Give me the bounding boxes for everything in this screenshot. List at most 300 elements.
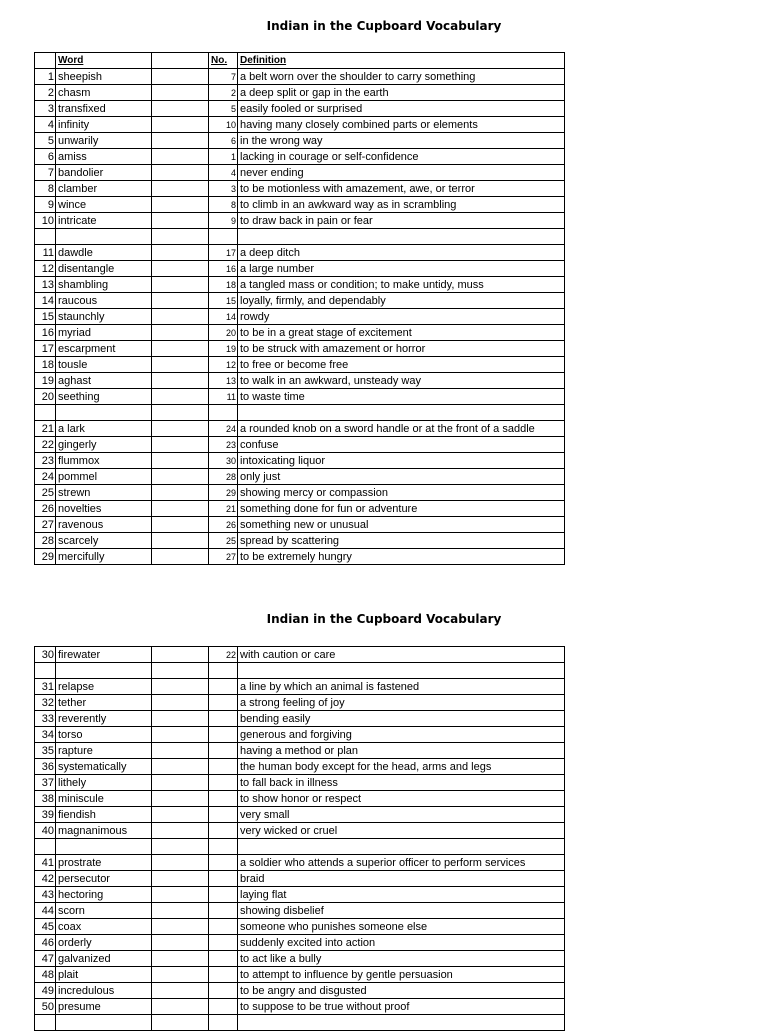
match-number: 20	[209, 325, 238, 341]
definition-cell: spread by scattering	[238, 533, 565, 549]
definition-cell: very wicked or cruel	[238, 823, 565, 839]
word-cell: torso	[56, 727, 152, 743]
row-number: 20	[35, 389, 56, 405]
blank-cell	[152, 101, 209, 117]
blank-cell	[152, 647, 209, 663]
word-cell: tousle	[56, 357, 152, 373]
blank-cell	[152, 679, 209, 695]
word-cell: seething	[56, 389, 152, 405]
table-row	[35, 229, 565, 245]
row-number: 27	[35, 517, 56, 533]
row-number: 4	[35, 117, 56, 133]
row-number: 13	[35, 277, 56, 293]
word-cell: pommel	[56, 469, 152, 485]
row-number: 12	[35, 261, 56, 277]
table-row	[35, 1015, 565, 1031]
table-row	[35, 421, 565, 437]
word-cell: presume	[56, 999, 152, 1015]
word-cell: infinity	[56, 117, 152, 133]
table-row	[35, 485, 565, 501]
row-number: 42	[35, 871, 56, 887]
word-cell: myriad	[56, 325, 152, 341]
table-row	[35, 663, 565, 679]
page-title-1: Indian in the Cupboard Vocabulary	[266, 19, 502, 33]
definition-cell: showing mercy or compassion	[238, 485, 565, 501]
word-cell: fiendish	[56, 807, 152, 823]
blank-cell	[152, 807, 209, 823]
word-cell: aghast	[56, 373, 152, 389]
word-cell: amiss	[56, 149, 152, 165]
table-row	[35, 101, 565, 117]
match-number: 27	[209, 549, 238, 565]
table-row	[35, 935, 565, 951]
match-number: 1	[209, 149, 238, 165]
match-number	[209, 903, 238, 919]
blank-cell	[152, 149, 209, 165]
definition-cell: suddenly excited into action	[238, 935, 565, 951]
match-number	[209, 871, 238, 887]
blank-cell	[152, 983, 209, 999]
blank-cell	[152, 469, 209, 485]
definition-cell: to walk in an awkward, unsteady way	[238, 373, 565, 389]
word-cell: chasm	[56, 85, 152, 101]
definition-cell: showing disbelief	[238, 903, 565, 919]
blank-cell	[152, 437, 209, 453]
table-row	[35, 791, 565, 807]
word-cell: ravenous	[56, 517, 152, 533]
word-cell: raucous	[56, 293, 152, 309]
table-row	[35, 277, 565, 293]
table-row	[35, 759, 565, 775]
word-cell: flummox	[56, 453, 152, 469]
word-cell	[56, 663, 152, 679]
table-row	[35, 823, 565, 839]
word-cell: intricate	[56, 213, 152, 229]
table-row	[35, 389, 565, 405]
match-number: 11	[209, 389, 238, 405]
word-cell: systematically	[56, 759, 152, 775]
definition-cell: a line by which an animal is fastened	[238, 679, 565, 695]
word-cell: persecutor	[56, 871, 152, 887]
definition-cell: laying flat	[238, 887, 565, 903]
definition-cell: to be extremely hungry	[238, 549, 565, 565]
blank-cell	[152, 743, 209, 759]
blank-cell	[152, 293, 209, 309]
match-number	[209, 775, 238, 791]
blank-cell	[152, 967, 209, 983]
table-row	[35, 743, 565, 759]
row-number: 33	[35, 711, 56, 727]
match-number	[209, 405, 238, 421]
header-num-cell	[35, 53, 56, 69]
match-number	[209, 935, 238, 951]
definition-cell: a soldier who attends a superior officer to perform services	[238, 855, 565, 871]
match-number: 9	[209, 213, 238, 229]
table-row	[35, 245, 565, 261]
definition-cell: the human body except for the head, arms and legs	[238, 759, 565, 775]
word-cell: galvanized	[56, 951, 152, 967]
blank-cell	[152, 871, 209, 887]
table-row	[35, 871, 565, 887]
definition-cell: in the wrong way	[238, 133, 565, 149]
match-number: 22	[209, 647, 238, 663]
table-row	[35, 165, 565, 181]
header-blank-cell	[152, 53, 209, 69]
blank-cell	[152, 501, 209, 517]
row-number: 48	[35, 967, 56, 983]
match-number	[209, 711, 238, 727]
row-number: 50	[35, 999, 56, 1015]
table-row	[35, 261, 565, 277]
definition-cell	[238, 839, 565, 855]
word-cell	[56, 839, 152, 855]
match-number: 8	[209, 197, 238, 213]
row-number: 15	[35, 309, 56, 325]
blank-cell	[152, 999, 209, 1015]
definition-cell: to free or become free	[238, 357, 565, 373]
row-number: 8	[35, 181, 56, 197]
blank-cell	[152, 341, 209, 357]
row-number: 32	[35, 695, 56, 711]
blank-cell	[152, 1015, 209, 1031]
word-cell: novelties	[56, 501, 152, 517]
row-number: 14	[35, 293, 56, 309]
match-number	[209, 855, 238, 871]
definition-cell: very small	[238, 807, 565, 823]
match-number	[209, 983, 238, 999]
match-number	[209, 887, 238, 903]
definition-cell: loyally, firmly, and dependably	[238, 293, 565, 309]
row-number	[35, 229, 56, 245]
blank-cell	[152, 181, 209, 197]
blank-cell	[152, 935, 209, 951]
definition-cell: confuse	[238, 437, 565, 453]
word-cell: bandolier	[56, 165, 152, 181]
blank-cell	[152, 887, 209, 903]
blank-cell	[152, 453, 209, 469]
word-cell: hectoring	[56, 887, 152, 903]
definition-cell: a belt worn over the shoulder to carry something	[238, 69, 565, 85]
definition-cell: to show honor or respect	[238, 791, 565, 807]
match-number: 12	[209, 357, 238, 373]
word-cell: coax	[56, 919, 152, 935]
match-number	[209, 679, 238, 695]
definition-cell: a strong feeling of joy	[238, 695, 565, 711]
match-number: 2	[209, 85, 238, 101]
match-number: 13	[209, 373, 238, 389]
definition-cell: having a method or plan	[238, 743, 565, 759]
word-cell: wince	[56, 197, 152, 213]
row-number: 9	[35, 197, 56, 213]
row-number: 7	[35, 165, 56, 181]
definition-cell: with caution or care	[238, 647, 565, 663]
row-number: 10	[35, 213, 56, 229]
table-row	[35, 855, 565, 871]
blank-cell	[152, 85, 209, 101]
match-number: 24	[209, 421, 238, 437]
match-number: 3	[209, 181, 238, 197]
table-row	[35, 983, 565, 999]
vocabulary-table-2	[34, 646, 565, 1031]
match-number	[209, 999, 238, 1015]
blank-cell	[152, 373, 209, 389]
row-number: 25	[35, 485, 56, 501]
blank-cell	[152, 823, 209, 839]
blank-cell	[152, 951, 209, 967]
table-row	[35, 309, 565, 325]
definition-cell: only just	[238, 469, 565, 485]
table-row	[35, 133, 565, 149]
definition-cell: lacking in courage or self-confidence	[238, 149, 565, 165]
definition-cell	[238, 1015, 565, 1031]
definition-cell: to be in a great stage of excitement	[238, 325, 565, 341]
row-number: 34	[35, 727, 56, 743]
table-row	[35, 903, 565, 919]
word-cell: transfixed	[56, 101, 152, 117]
table-row	[35, 647, 565, 663]
definition-cell: something done for fun or adventure	[238, 501, 565, 517]
table-row	[35, 453, 565, 469]
table-row	[35, 695, 565, 711]
blank-cell	[152, 919, 209, 935]
match-number	[209, 743, 238, 759]
row-number: 43	[35, 887, 56, 903]
match-number	[209, 967, 238, 983]
blank-cell	[152, 775, 209, 791]
row-number: 37	[35, 775, 56, 791]
row-number: 49	[35, 983, 56, 999]
match-number: 14	[209, 309, 238, 325]
word-cell: sheepish	[56, 69, 152, 85]
table-row	[35, 69, 565, 85]
definition-cell: to be struck with amazement or horror	[238, 341, 565, 357]
match-number	[209, 823, 238, 839]
table-row	[35, 197, 565, 213]
definition-cell: to climb in an awkward way as in scrambling	[238, 197, 565, 213]
table-row	[35, 711, 565, 727]
table-row	[35, 533, 565, 549]
row-number: 44	[35, 903, 56, 919]
blank-cell	[152, 165, 209, 181]
match-number	[209, 951, 238, 967]
table-row	[35, 679, 565, 695]
word-cell: scorn	[56, 903, 152, 919]
row-number: 24	[35, 469, 56, 485]
match-number: 16	[209, 261, 238, 277]
word-cell: orderly	[56, 935, 152, 951]
match-number	[209, 807, 238, 823]
match-number: 17	[209, 245, 238, 261]
blank-cell	[152, 133, 209, 149]
blank-cell	[152, 903, 209, 919]
match-number: 29	[209, 485, 238, 501]
word-cell: miniscule	[56, 791, 152, 807]
row-number: 21	[35, 421, 56, 437]
match-number: 18	[209, 277, 238, 293]
table-row	[35, 149, 565, 165]
row-number: 30	[35, 647, 56, 663]
definition-cell	[238, 405, 565, 421]
match-number	[209, 663, 238, 679]
table-row	[35, 839, 565, 855]
word-cell	[56, 405, 152, 421]
word-cell: tether	[56, 695, 152, 711]
table-row	[35, 517, 565, 533]
row-number: 35	[35, 743, 56, 759]
definition-cell	[238, 229, 565, 245]
word-cell	[56, 1015, 152, 1031]
match-number: 15	[209, 293, 238, 309]
table-row	[35, 373, 565, 389]
word-cell: dawdle	[56, 245, 152, 261]
match-number: 23	[209, 437, 238, 453]
match-number: 28	[209, 469, 238, 485]
definition-cell: a deep ditch	[238, 245, 565, 261]
word-cell: incredulous	[56, 983, 152, 999]
word-cell: magnanimous	[56, 823, 152, 839]
match-number: 25	[209, 533, 238, 549]
word-cell: lithely	[56, 775, 152, 791]
table-row	[35, 181, 565, 197]
definition-cell: to attempt to influence by gentle persuasion	[238, 967, 565, 983]
row-number: 41	[35, 855, 56, 871]
definition-cell: having many closely combined parts or elements	[238, 117, 565, 133]
definition-cell: generous and forgiving	[238, 727, 565, 743]
word-cell: clamber	[56, 181, 152, 197]
match-number: 5	[209, 101, 238, 117]
word-cell: reverently	[56, 711, 152, 727]
blank-cell	[152, 517, 209, 533]
blank-cell	[152, 277, 209, 293]
definition-cell: a large number	[238, 261, 565, 277]
word-cell: rapture	[56, 743, 152, 759]
match-number: 19	[209, 341, 238, 357]
table-row	[35, 357, 565, 373]
definition-cell: to waste time	[238, 389, 565, 405]
word-cell: escarpment	[56, 341, 152, 357]
definition-cell: to fall back in illness	[238, 775, 565, 791]
row-number: 6	[35, 149, 56, 165]
match-number	[209, 791, 238, 807]
table-row	[35, 85, 565, 101]
definition-cell: braid	[238, 871, 565, 887]
match-number: 10	[209, 117, 238, 133]
definition-cell: a rounded knob on a sword handle or at the front of a saddle	[238, 421, 565, 437]
table-row	[35, 325, 565, 341]
blank-cell	[152, 213, 209, 229]
match-number	[209, 695, 238, 711]
blank-cell	[152, 309, 209, 325]
definition-cell: rowdy	[238, 309, 565, 325]
row-number	[35, 663, 56, 679]
blank-cell	[152, 855, 209, 871]
header-row	[35, 53, 565, 69]
word-cell: gingerly	[56, 437, 152, 453]
definition-cell: a deep split or gap in the earth	[238, 85, 565, 101]
header-word: Word	[56, 53, 152, 69]
row-number: 45	[35, 919, 56, 935]
header-definition: Definition	[238, 53, 565, 69]
row-number: 1	[35, 69, 56, 85]
word-cell: firewater	[56, 647, 152, 663]
match-number: 4	[209, 165, 238, 181]
blank-cell	[152, 245, 209, 261]
definition-cell: intoxicating liquor	[238, 453, 565, 469]
table-row	[35, 807, 565, 823]
table-row	[35, 293, 565, 309]
blank-cell	[152, 117, 209, 133]
row-number	[35, 1015, 56, 1031]
blank-cell	[152, 229, 209, 245]
blank-cell	[152, 421, 209, 437]
word-cell: scarcely	[56, 533, 152, 549]
row-number: 26	[35, 501, 56, 517]
match-number	[209, 759, 238, 775]
row-number: 19	[35, 373, 56, 389]
table-row	[35, 951, 565, 967]
definition-cell: bending easily	[238, 711, 565, 727]
definition-cell: to draw back in pain or fear	[238, 213, 565, 229]
table-row	[35, 437, 565, 453]
match-number	[209, 229, 238, 245]
definition-cell: to be motionless with amazement, awe, or terror	[238, 181, 565, 197]
table-row	[35, 405, 565, 421]
definition-cell: never ending	[238, 165, 565, 181]
table-row	[35, 341, 565, 357]
blank-cell	[152, 261, 209, 277]
table-row	[35, 501, 565, 517]
row-number: 29	[35, 549, 56, 565]
definition-cell: to be angry and disgusted	[238, 983, 565, 999]
match-number: 26	[209, 517, 238, 533]
row-number: 17	[35, 341, 56, 357]
word-cell: relapse	[56, 679, 152, 695]
header-no: No.	[209, 53, 238, 69]
word-cell: a lark	[56, 421, 152, 437]
blank-cell	[152, 839, 209, 855]
row-number: 28	[35, 533, 56, 549]
match-number: 30	[209, 453, 238, 469]
word-cell: prostrate	[56, 855, 152, 871]
blank-cell	[152, 357, 209, 373]
blank-cell	[152, 69, 209, 85]
table-row	[35, 919, 565, 935]
blank-cell	[152, 663, 209, 679]
match-number	[209, 1015, 238, 1031]
row-number: 3	[35, 101, 56, 117]
blank-cell	[152, 549, 209, 565]
row-number: 16	[35, 325, 56, 341]
definition-cell: someone who punishes someone else	[238, 919, 565, 935]
match-number: 7	[209, 69, 238, 85]
table-row	[35, 117, 565, 133]
row-number: 38	[35, 791, 56, 807]
row-number: 18	[35, 357, 56, 373]
row-number	[35, 839, 56, 855]
table-row	[35, 727, 565, 743]
blank-cell	[152, 405, 209, 421]
table-row	[35, 213, 565, 229]
row-number: 47	[35, 951, 56, 967]
match-number	[209, 727, 238, 743]
definition-cell: something new or unusual	[238, 517, 565, 533]
row-number: 46	[35, 935, 56, 951]
definition-cell: a tangled mass or condition; to make untidy, muss	[238, 277, 565, 293]
table-row	[35, 775, 565, 791]
row-number: 22	[35, 437, 56, 453]
row-number: 40	[35, 823, 56, 839]
blank-cell	[152, 695, 209, 711]
